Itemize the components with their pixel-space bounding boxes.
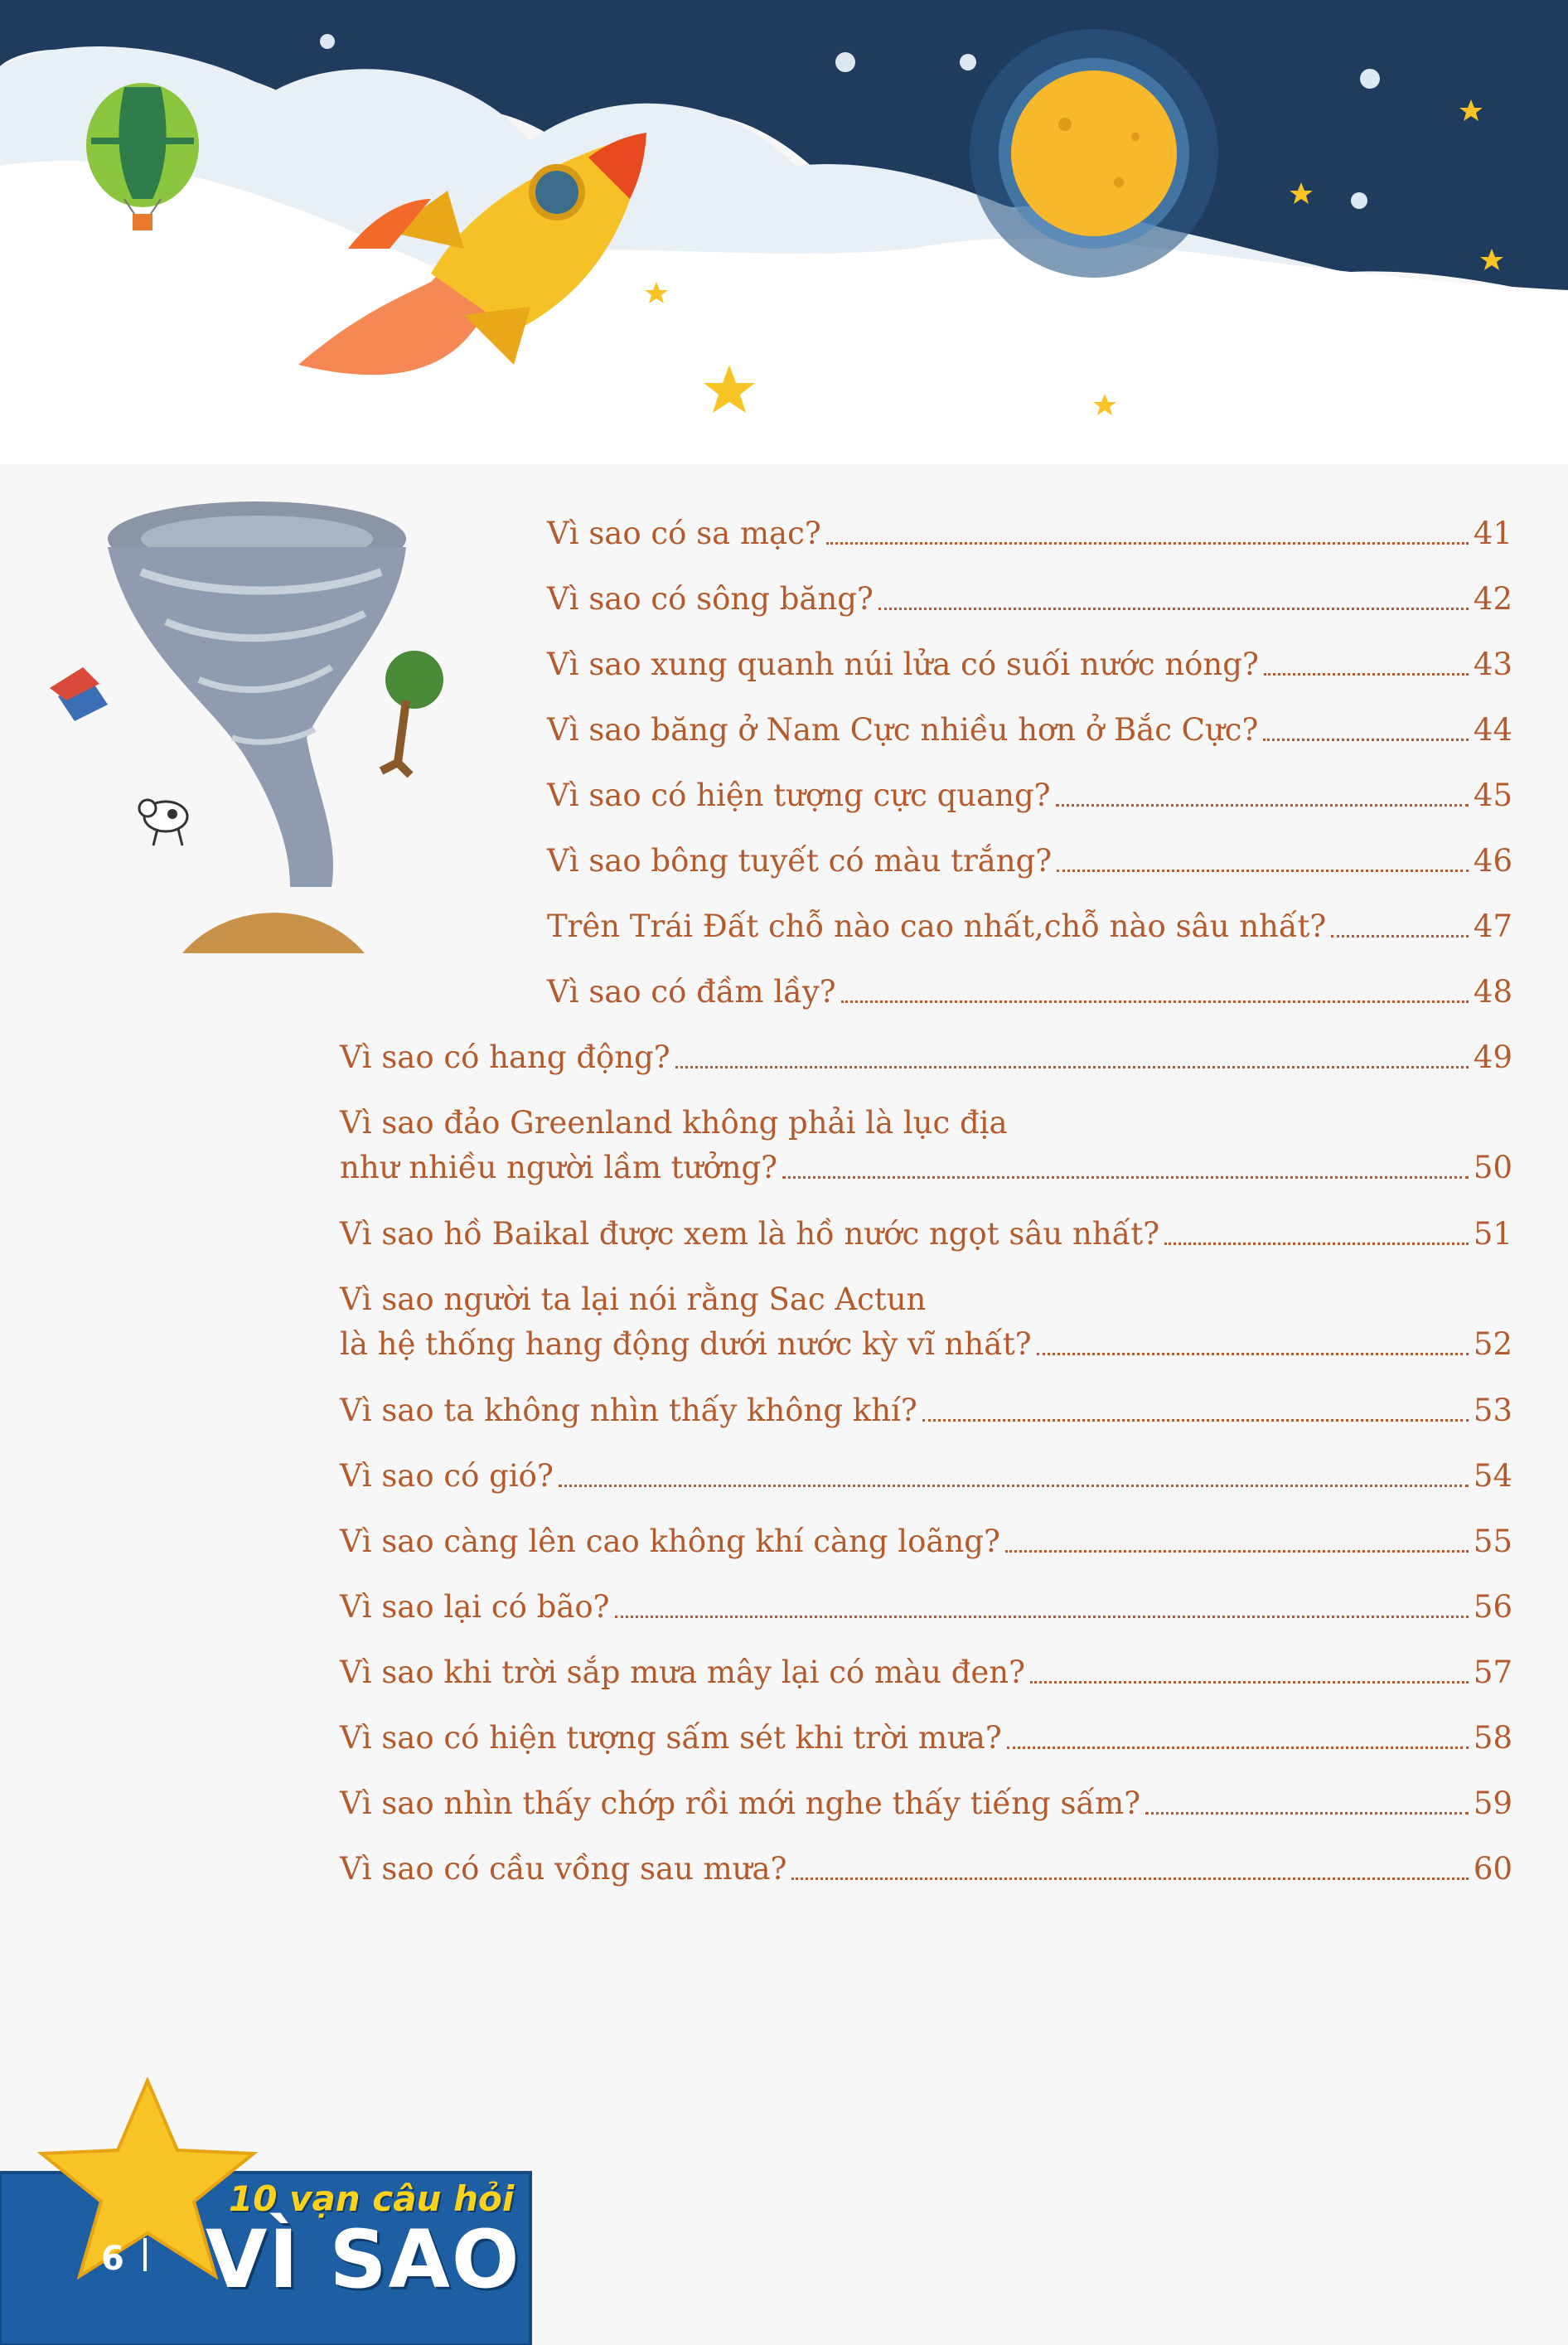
toc-entry-page: 44 xyxy=(1473,712,1512,748)
leader-dots xyxy=(1164,1243,1469,1245)
leader-dots xyxy=(615,1616,1469,1618)
toc-entry-page: 48 xyxy=(1473,974,1512,1010)
toc-entry-title: Vì sao có cầu vồng sau mưa? xyxy=(340,1851,787,1887)
toc-entry-title: Vì sao hồ Baikal được xem là hồ nước ngọt sâu nhất? xyxy=(340,1216,1160,1252)
toc-entry-page: 46 xyxy=(1473,843,1512,879)
toc-entry[interactable] xyxy=(547,511,1512,556)
toc-entry-page: 42 xyxy=(1473,581,1512,617)
leader-dots xyxy=(1145,1812,1469,1814)
toc-entry-page: 50 xyxy=(1473,1150,1512,1185)
toc-entry-page: 51 xyxy=(1473,1216,1512,1252)
toc-entry[interactable] xyxy=(547,773,1512,818)
toc-entry[interactable] xyxy=(547,904,1512,949)
house-icon xyxy=(50,667,108,721)
toc-entry-title: Vì sao băng ở Nam Cực nhiều hơn ở Bắc Cực? xyxy=(547,712,1259,748)
toc-entry-title-line1: Vì sao đảo Greenland không phải là lục địa xyxy=(340,1105,1008,1141)
page-number: 6 xyxy=(101,2240,124,2278)
toc-entry-page: 41 xyxy=(1473,516,1512,551)
leader-dots xyxy=(1037,1353,1469,1355)
toc-entry[interactable] xyxy=(340,1101,1512,1190)
toc-entry-page: 43 xyxy=(1473,647,1512,682)
toc-entry[interactable] xyxy=(340,1277,1512,1367)
leader-dots xyxy=(1030,1681,1469,1684)
toc-entry-title: Vì sao ta không nhìn thấy không khí? xyxy=(340,1393,917,1428)
leader-dots xyxy=(1005,1550,1469,1553)
toc-entry-page: 52 xyxy=(1473,1326,1512,1362)
toc-entry-title: Vì sao khi trời sắp mưa mây lại có màu đen? xyxy=(340,1655,1025,1690)
toc-entry-page: 57 xyxy=(1473,1655,1512,1690)
toc-entry[interactable] xyxy=(547,970,1512,1015)
tornado-illustration xyxy=(41,489,472,970)
leader-dots xyxy=(922,1419,1469,1422)
leader-dots xyxy=(1057,870,1469,872)
toc-entry[interactable] xyxy=(547,642,1512,687)
tornado-icon xyxy=(108,501,406,953)
toc-entry-title: Vì sao có gió? xyxy=(340,1458,554,1494)
leader-dots xyxy=(675,1066,1469,1068)
toc-entry-page: 59 xyxy=(1473,1785,1512,1821)
toc-entry-page: 54 xyxy=(1473,1458,1512,1494)
toc-entry[interactable] xyxy=(340,1519,1512,1564)
toc-entry-title: Vì sao càng lên cao không khí càng loãng? xyxy=(340,1524,1000,1559)
leader-dots xyxy=(1056,804,1469,807)
toc-entry-title: Vì sao có đầm lầy? xyxy=(547,974,836,1010)
toc-entry[interactable] xyxy=(340,1781,1512,1826)
toc-entry-page: 53 xyxy=(1473,1393,1512,1428)
leader-dots xyxy=(878,608,1469,610)
toc-entry[interactable] xyxy=(547,839,1512,884)
leader-dots xyxy=(826,542,1469,545)
moon-icon xyxy=(970,29,1218,278)
toc-entry[interactable] xyxy=(340,1847,1512,1892)
toc-entry-title: Vì sao lại có bão? xyxy=(340,1589,610,1625)
toc-entry[interactable] xyxy=(340,1212,1512,1257)
toc-entry-page: 56 xyxy=(1473,1589,1512,1625)
toc-entry-page: 47 xyxy=(1473,908,1512,944)
toc-entry[interactable] xyxy=(340,1388,1512,1433)
tree-icon xyxy=(381,651,443,775)
toc-entry-title: như nhiều người lầm tưởng? xyxy=(340,1150,777,1185)
series-title-top: 10 vạn câu hỏi xyxy=(229,2178,515,2219)
leader-dots xyxy=(1007,1747,1469,1749)
leader-dots xyxy=(1264,673,1469,676)
toc-entry-title: Vì sao xung quanh núi lửa có suối nước nóng? xyxy=(547,647,1259,682)
toc-entry-title: Vì sao có hiện tượng sấm sét khi trời mưa? xyxy=(340,1720,1002,1756)
toc-entry[interactable] xyxy=(547,708,1512,753)
toc-entry[interactable] xyxy=(340,1650,1512,1695)
toc-entry[interactable] xyxy=(340,1585,1512,1630)
toc-entry-page: 60 xyxy=(1473,1851,1512,1887)
night-sky-header xyxy=(0,0,1568,464)
toc-entry-title: Vì sao có hiện tượng cực quang? xyxy=(547,778,1051,813)
toc-entry-title: Vì sao bông tuyết có màu trắng? xyxy=(547,843,1053,879)
toc-entry[interactable] xyxy=(340,1035,1512,1080)
toc-entry-title: Vì sao nhìn thấy chớp rồi mới nghe thấy tiếng sấm? xyxy=(340,1785,1141,1821)
series-title-main: VÌ SAO xyxy=(206,2213,521,2306)
toc-entry[interactable] xyxy=(340,1716,1512,1761)
leader-dots xyxy=(791,1877,1468,1880)
leader-dots xyxy=(1263,739,1469,741)
toc-entry-title: Vì sao có sông băng? xyxy=(547,581,874,617)
toc-entry-title: Vì sao có sa mạc? xyxy=(547,516,821,551)
leader-dots xyxy=(782,1176,1469,1179)
toc-entry[interactable] xyxy=(340,1454,1512,1499)
toc-entry-title: Vì sao có hang động? xyxy=(340,1039,670,1075)
leader-dots xyxy=(841,1001,1469,1003)
toc-entry-title: là hệ thống hang động dưới nước kỳ vĩ nhất? xyxy=(340,1326,1032,1362)
toc-entry-page: 58 xyxy=(1473,1720,1512,1756)
toc-entry-page: 49 xyxy=(1473,1039,1512,1075)
toc-entry-page: 55 xyxy=(1473,1524,1512,1559)
leader-dots xyxy=(1331,935,1469,938)
toc-entry-title: Trên Trái Đất chỗ nào cao nhất,chỗ nào sâu nhất? xyxy=(547,908,1327,944)
toc-entry-page: 45 xyxy=(1473,778,1512,813)
toc-entry-title-line1: Vì sao người ta lại nói rằng Sac Actun xyxy=(340,1282,927,1317)
toc-entry[interactable] xyxy=(547,577,1512,622)
leader-dots xyxy=(559,1485,1469,1487)
cow-icon xyxy=(139,800,187,845)
